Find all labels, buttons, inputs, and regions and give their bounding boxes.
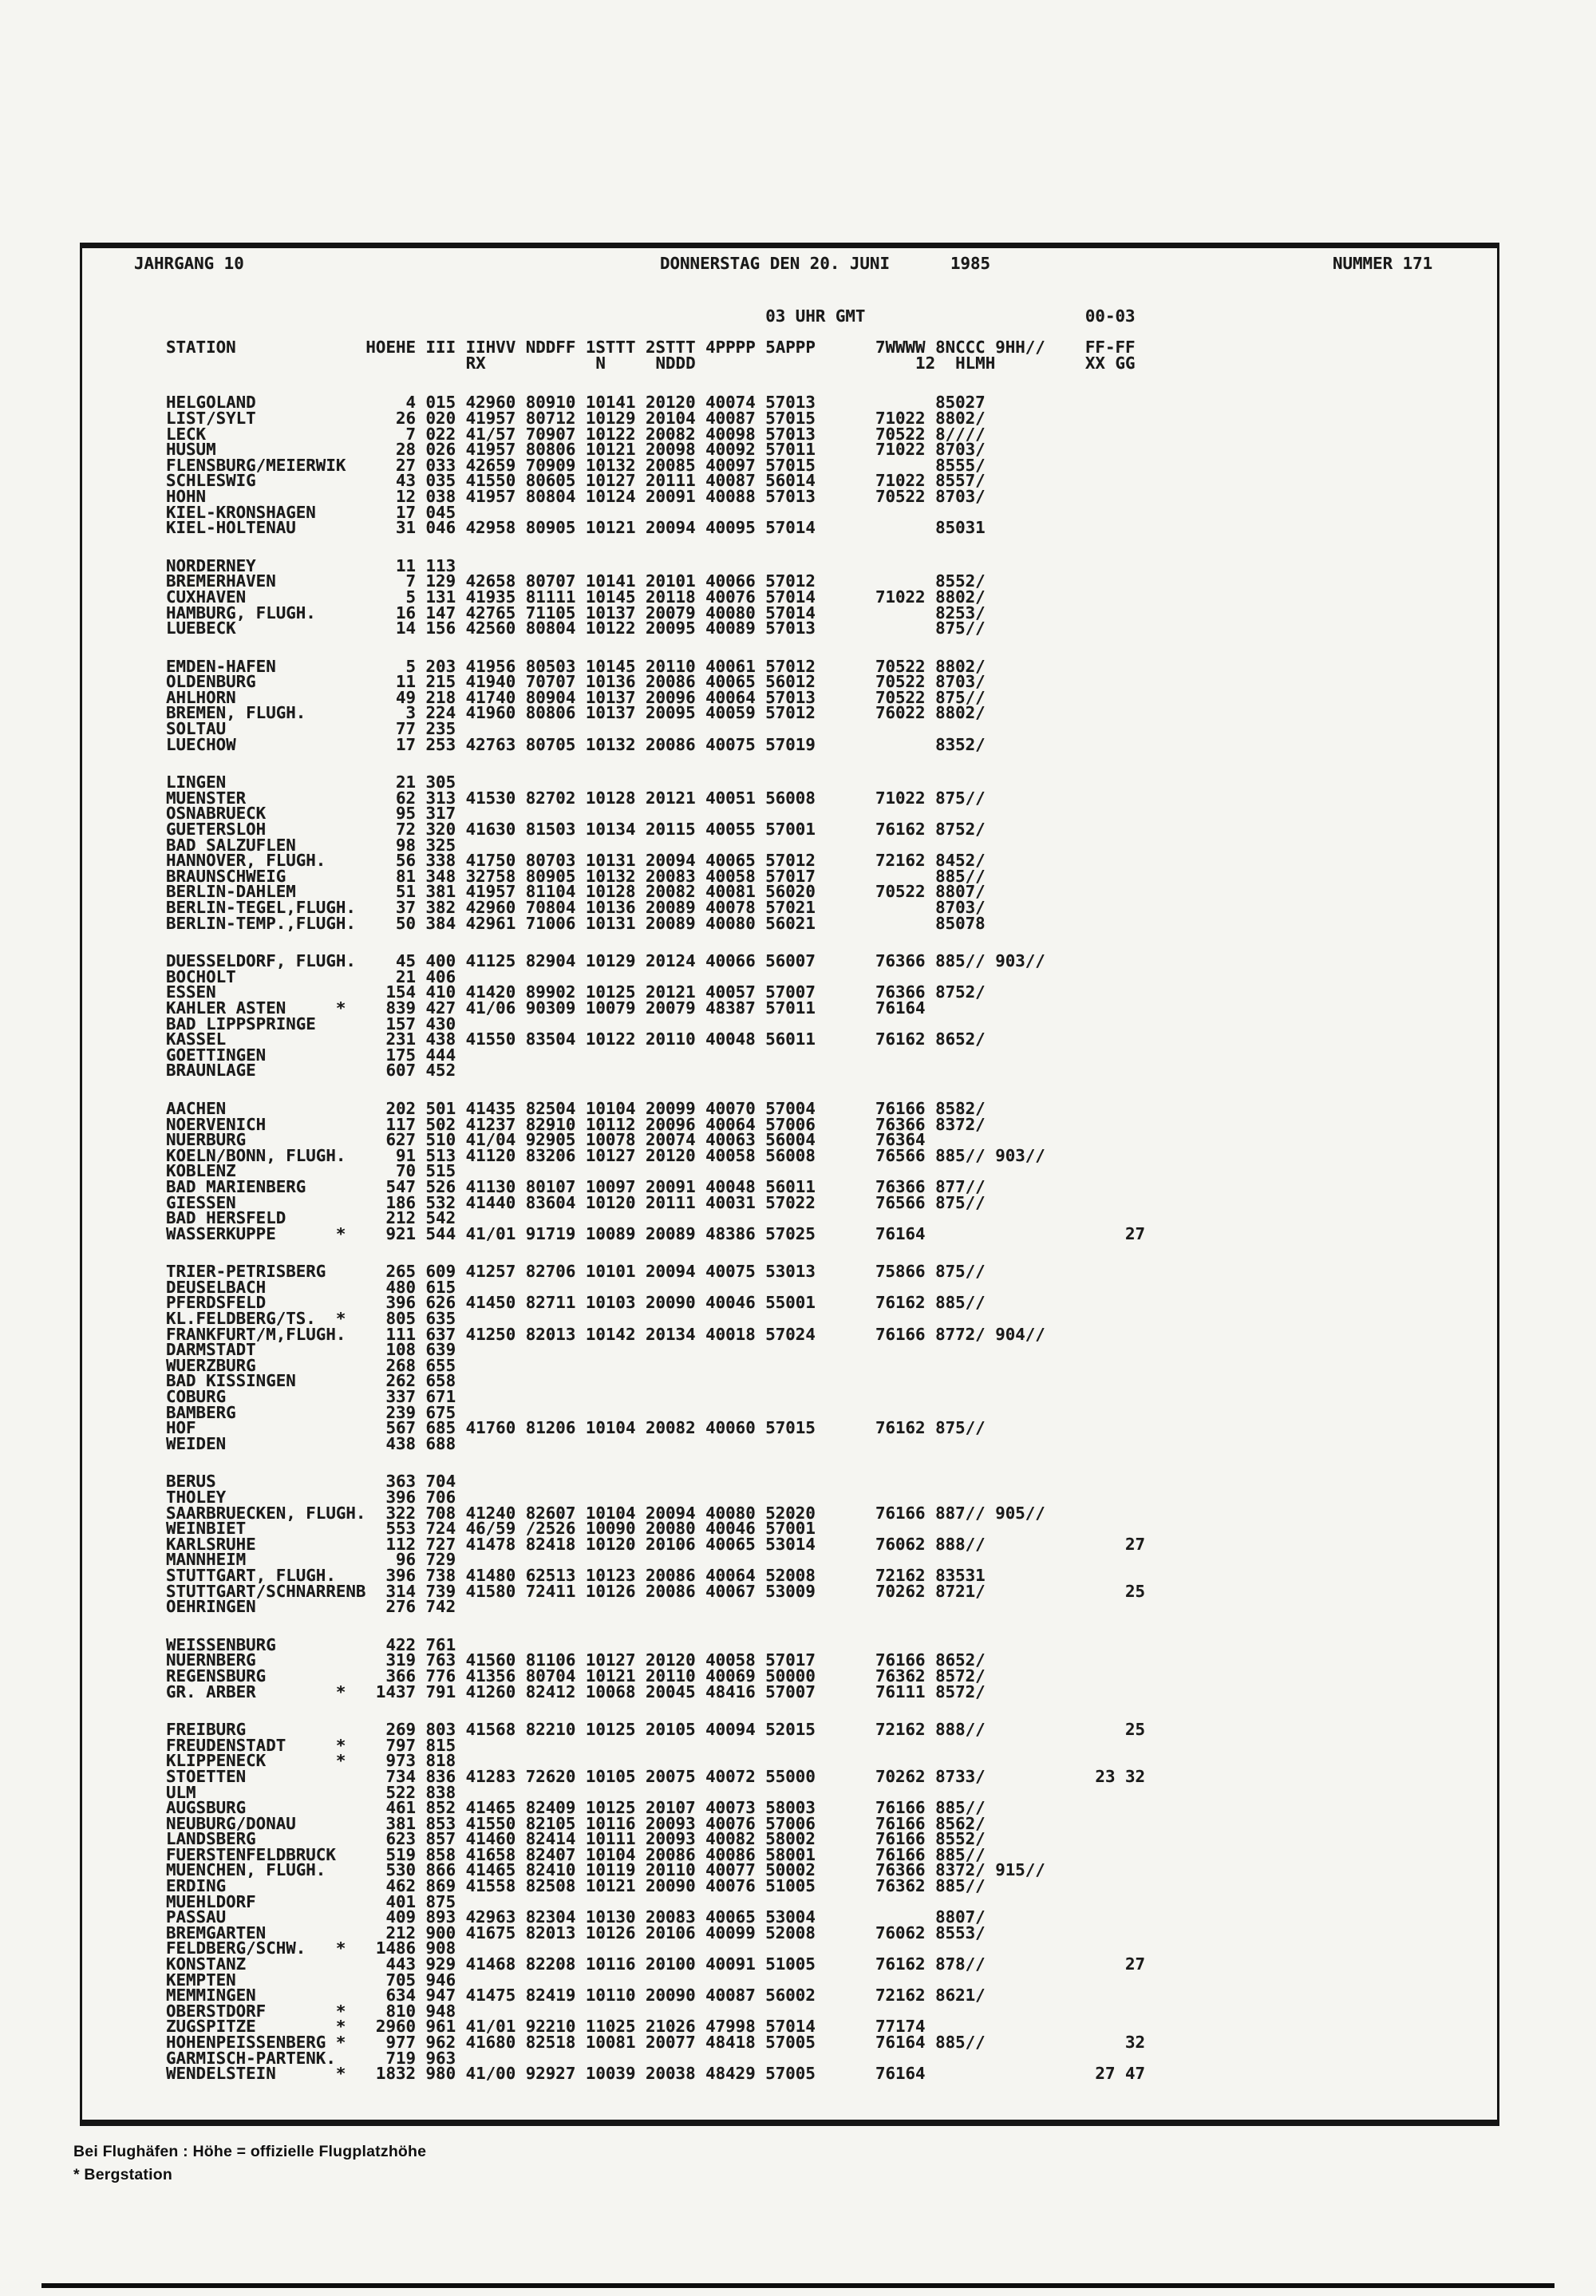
station-block — [166, 1262, 1489, 1453]
table-row: AACHEN 202 501 41435 82504 10104 20099 40070 57004 76166 8582/ — [166, 1098, 986, 1118]
table-row: DEUSELBACH 480 615 — [166, 1277, 456, 1297]
station-block — [166, 1720, 1489, 2084]
table-row: GR. ARBER * 1437 791 41260 82412 10068 20045 48416 57007 76111 8572/ — [166, 1681, 986, 1701]
table-row: COBURG 337 671 — [166, 1387, 456, 1407]
table-row: OEHRINGEN 276 742 — [166, 1597, 456, 1617]
table-row: BREMGARTEN 212 900 41675 82013 10126 20106 40099 52008 76062 8553/ — [166, 1923, 986, 1942]
table-row: KL.FELDBERG/TS. * 805 635 — [166, 1309, 456, 1329]
table-row: MUENCHEN, FLUGH. 530 866 41465 82410 10119 20110 40077 50002 76366 8372/ 915// — [166, 1860, 1045, 1880]
table-row: STUTTGART/SCHNARRENB 314 739 41580 72411 10126 20086 40067 53009 70262 8721/ 25 — [166, 1581, 1146, 1601]
table-row: LUECHOW 17 253 42763 80705 10132 20086 40075 57019 8352/ — [166, 734, 986, 754]
column-header-row-1: STATION HOEHE III IIHVV NDDFF 1STTT 2STTT 4PPPP 5APPP 7WWWW 8NCCC 9HH// FF-FF — [166, 338, 1136, 358]
table-row: STOETTEN 734 836 41283 72620 10105 20075 40072 55000 70262 8733/ 23 32 — [166, 1766, 1146, 1786]
table-row: BRAUNLAGE 607 452 — [166, 1061, 456, 1081]
station-block — [166, 555, 1489, 638]
report-sheet — [166, 306, 1489, 2084]
table-row: NORDERNEY 11 113 — [166, 555, 456, 575]
column-header-row-2: RX N NDDD 12 HLMH XX GG — [166, 353, 1136, 373]
masthead-jahrgang: JAHRGANG 10 — [134, 254, 244, 273]
table-row: GUETERSLOH 72 320 41630 81503 10134 20115 40055 57001 76162 8752/ — [166, 820, 986, 840]
masthead-year: 1985 — [950, 254, 991, 273]
table-row: BRAUNSCHWEIG 81 348 32758 80905 10132 20083 40058 57017 885// — [166, 866, 986, 886]
table-row: HANNOVER, FLUGH. 56 338 41750 80703 10131 20094 40065 57012 72162 8452/ — [166, 851, 986, 871]
table-row: WASSERKUPPE * 921 544 41/01 91719 10089 20089 48386 57025 76164 27 — [166, 1223, 1146, 1243]
table-row: KLIPPENECK * 973 818 — [166, 1751, 456, 1771]
table-row: NUERNBERG 319 763 41560 81106 10127 20120 40058 57017 76166 8652/ — [166, 1650, 986, 1670]
table-row: STUTTGART, FLUGH. 396 738 41480 62513 10123 20086 40064 52008 72162 83531 — [166, 1565, 986, 1585]
table-row: FELDBERG/SCHW. * 1486 908 — [166, 1938, 456, 1958]
table-row: KOBLENZ 70 515 — [166, 1161, 456, 1181]
station-block — [166, 951, 1489, 1081]
table-row: MUENSTER 62 313 41530 82702 10128 20121 40051 56008 71022 875// — [166, 788, 986, 808]
table-row: HOHENPEISSENBERG * 977 962 41680 82518 10081 20077 48418 57005 76164 885// 32 — [166, 2033, 1146, 2052]
footnotes — [73, 2140, 426, 2187]
station-block — [166, 1634, 1489, 1701]
table-row: KEMPTEN 705 946 — [166, 1970, 456, 1990]
table-row: AUGSBURG 461 852 41465 82409 10125 20107 40073 58003 76166 885// — [166, 1798, 986, 1818]
table-row: SCHLESWIG 43 035 41550 80605 10127 20111 40087 56014 71022 8557/ — [166, 471, 986, 491]
table-frame — [80, 243, 1499, 2126]
table-row: BERLIN-DAHLEM 51 381 41957 81104 10128 20082 40081 56020 70522 8807/ — [166, 882, 986, 902]
table-row: KIEL-KRONSHAGEN 17 045 — [166, 502, 456, 522]
table-row: KONSTANZ 443 929 41468 82208 10116 20100 40091 51005 76162 878// 27 — [166, 1954, 1146, 1974]
table-row: BAD MARIENBERG 547 526 41130 80107 10097 20091 40048 56011 76366 877// — [166, 1176, 986, 1196]
table-row: ERDING 462 869 41558 82508 10121 20090 40076 51005 76362 885// — [166, 1876, 986, 1896]
table-row: BAD HERSFELD 212 542 — [166, 1208, 456, 1228]
masthead-date: DONNERSTAG DEN 20. JUNI — [660, 254, 890, 273]
table-row: OBERSTDORF * 810 948 — [166, 2001, 456, 2021]
table-row: KASSEL 231 438 41550 83504 10122 20110 40048 56011 76162 8652/ — [166, 1029, 986, 1049]
table-row: BOCHOLT 21 406 — [166, 966, 456, 986]
table-row: DARMSTADT 108 639 — [166, 1340, 456, 1360]
masthead-row — [82, 254, 1497, 273]
table-row: HOF 567 685 41760 81206 10104 20082 40060 57015 76162 875// — [166, 1418, 986, 1438]
masthead-issue: NUMMER 171 — [1333, 254, 1433, 273]
table-row: PFERDSFELD 396 626 41450 82711 10103 20090 40046 55001 76162 885// — [166, 1293, 986, 1313]
table-row: NOERVENICH 117 502 41237 82910 10112 20096 40064 57006 76366 8372/ — [166, 1114, 986, 1134]
table-row: OLDENBURG 11 215 41940 70707 10136 20086 40065 56012 70522 8703/ — [166, 672, 986, 692]
footnote-2: * Bergstation — [73, 2166, 172, 2183]
table-row: PASSAU 409 893 42963 82304 10130 20083 40065 53004 8807/ — [166, 1907, 986, 1927]
table-row: WEINBIET 553 724 46/59 /2526 10090 20080 40046 57001 — [166, 1519, 816, 1539]
table-row: OSNABRUECK 95 317 — [166, 804, 456, 824]
table-row: HUSUM 28 026 41957 80806 10121 20098 40092 57011 71022 8703/ — [166, 440, 986, 460]
table-row: FREIBURG 269 803 41568 82210 10125 20105 40094 52015 72162 888// 25 — [166, 1720, 1146, 1740]
table-row: ESSEN 154 410 41420 89902 10125 20121 40057 57007 76366 8752/ — [166, 982, 986, 1002]
table-row: CUXHAVEN 5 131 41935 81111 10145 20118 40076 57014 71022 8802/ — [166, 587, 986, 607]
table-row: SAARBRUECKEN, FLUGH. 322 708 41240 82607 10104 20094 40080 52020 76166 887// 905// — [166, 1503, 1045, 1523]
table-row: BERLIN-TEMP.,FLUGH. 50 384 42961 71006 10131 20089 40080 56021 85078 — [166, 913, 986, 933]
table-row: BAD SALZUFLEN 98 325 — [166, 835, 456, 855]
station-block — [166, 773, 1489, 933]
table-row: FREUDENSTADT * 797 815 — [166, 1735, 456, 1755]
table-lines — [166, 393, 1489, 2084]
table-row: MANNHEIM 96 729 — [166, 1550, 456, 1570]
table-row: NUERBURG 627 510 41/04 92905 10078 20074 40063 56004 76364 — [166, 1130, 926, 1150]
table-row: HOHN 12 038 41957 80804 10124 20091 40088 57013 70522 8703/ — [166, 486, 986, 506]
table-row: DUESSELDORF, FLUGH. 45 400 41125 82904 10129 20124 40066 56007 76366 885// 903// — [166, 951, 1045, 971]
table-row: LINGEN 21 305 — [166, 773, 456, 792]
table-row: BERUS 363 704 — [166, 1472, 456, 1492]
station-block — [166, 1098, 1489, 1243]
bottom-rule — [41, 2283, 1555, 2288]
table-row: LIST/SYLT 26 020 41957 80712 10129 20104 40087 57015 71022 8802/ — [166, 408, 986, 428]
table-row: BERLIN-TEGEL,FLUGH. 37 382 42960 70804 10136 20089 40078 57021 8703/ — [166, 898, 986, 917]
table-row: TRIER-PETRISBERG 265 609 41257 82706 10101 20094 40075 53013 75866 875// — [166, 1262, 986, 1282]
table-row: NEUBURG/DONAU 381 853 41550 82105 10116 20093 40076 57006 76166 8562/ — [166, 1813, 986, 1833]
table-row: WEIDEN 438 688 — [166, 1433, 456, 1453]
table-row: AHLHORN 49 218 41740 80904 10137 20096 40064 57013 70522 875// — [166, 687, 986, 707]
table-row: EMDEN-HAFEN 5 203 41956 80503 10145 20110 40061 57012 70522 8802/ — [166, 656, 986, 676]
table-row: SOLTAU 77 235 — [166, 719, 456, 739]
table-row: LECK 7 022 41/57 70907 10122 20082 40098 57013 70522 8//// — [166, 424, 986, 444]
station-block — [166, 656, 1489, 754]
table-row: LUEBECK 14 156 42560 80804 10122 20095 40089 57013 875// — [166, 618, 986, 638]
table-row: MUEHLDORF 401 875 — [166, 1891, 456, 1911]
table-row: BREMERHAVEN 7 129 42658 80707 10141 20101 40066 57012 8552/ — [166, 571, 986, 591]
table-row: BAD LIPPSPRINGE 157 430 — [166, 1014, 456, 1033]
table-row: ULM 522 838 — [166, 1782, 456, 1802]
table-row: BAD KISSINGEN 262 658 — [166, 1371, 456, 1391]
table-row: WENDELSTEIN * 1832 980 41/00 92927 10039 20038 48429 57005 76164 27 47 — [166, 2064, 1146, 2084]
table-row: FUERSTENFELDBRUCK 519 858 41658 82407 10104 20086 40086 58001 76166 885// — [166, 1844, 986, 1864]
table-row: GARMISCH-PARTENK. 719 963 — [166, 2048, 456, 2068]
station-block — [166, 393, 1489, 538]
table-row: MEMMINGEN 634 947 41475 82419 10110 20090 40087 56002 72162 8621/ — [166, 1986, 986, 2006]
table-row: LANDSBERG 623 857 41460 82414 10111 20093 40082 58002 76166 8552/ — [166, 1829, 986, 1849]
report-time-line: 03 UHR GMT 00-03 — [166, 306, 1136, 326]
table-row: HELGOLAND 4 015 42960 80910 10141 20120 40074 57013 85027 — [166, 393, 986, 413]
table-row: FRANKFURT/M,FLUGH. 111 637 41250 82013 10142 20134 40018 57024 76166 8772/ 904// — [166, 1324, 1045, 1344]
footnote-1: Bei Flughäfen : Höhe = offizielle Flugplatzhöhe — [73, 2143, 427, 2160]
table-row: KAHLER ASTEN * 839 427 41/06 90309 10079 20079 48387 57011 76164 — [166, 998, 926, 1018]
table-row: BAMBERG 239 675 — [166, 1402, 456, 1422]
table-row: WEISSENBURG 422 761 — [166, 1634, 456, 1654]
table-row: REGENSBURG 366 776 41356 80704 10121 20110 40069 50000 76362 8572/ — [166, 1666, 986, 1685]
table-row: GOETTINGEN 175 444 — [166, 1045, 456, 1065]
station-block — [166, 1472, 1489, 1617]
table-row: KARLSRUHE 112 727 41478 82418 10120 20106 40065 53014 76062 888// 27 — [166, 1534, 1146, 1554]
table-row: FLENSBURG/MEIERWIK 27 033 42659 70909 10132 20085 40097 57015 8555/ — [166, 455, 986, 475]
table-row: BREMEN, FLUGH. 3 224 41960 80806 10137 20095 40059 57012 76022 8802/ — [166, 703, 986, 723]
table-row: ZUGSPITZE * 2960 961 41/01 92210 11025 21026 47998 57014 77174 — [166, 2017, 926, 2037]
table-row: KIEL-HOLTENAU 31 046 42958 80905 10121 20094 40095 57014 85031 — [166, 518, 986, 538]
table-row: WUERZBURG 268 655 — [166, 1355, 456, 1375]
table-row: THOLEY 396 706 — [166, 1488, 456, 1507]
table-row: HAMBURG, FLUGH. 16 147 42765 71105 10137 20079 40080 57014 8253/ — [166, 603, 986, 622]
table-row: KOELN/BONN, FLUGH. 91 513 41120 83206 10127 20120 40058 56008 76566 885// 903// — [166, 1145, 1045, 1165]
table-row: GIESSEN 186 532 41440 83604 10120 20111 40031 57022 76566 875// — [166, 1192, 986, 1212]
